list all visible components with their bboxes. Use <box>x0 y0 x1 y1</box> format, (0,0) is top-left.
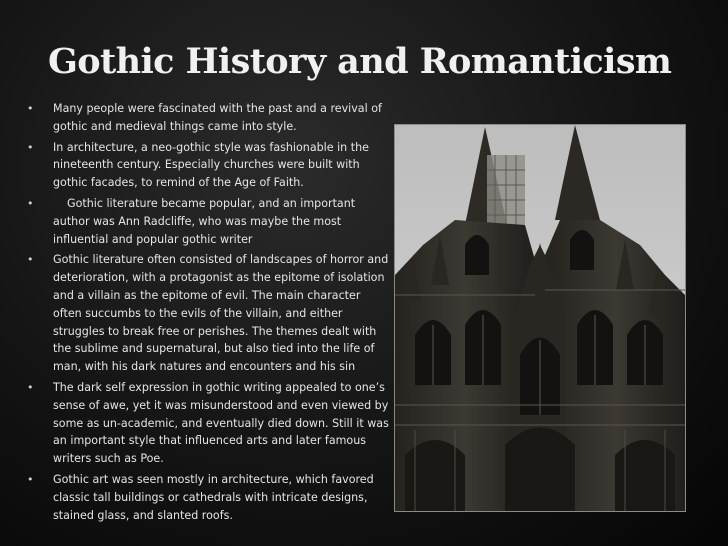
bullet-item <box>0 139 390 192</box>
cathedral-photo <box>394 124 686 512</box>
slide-title: Gothic History and Romanticism <box>48 41 672 82</box>
bullet-dot: • <box>27 140 34 154</box>
bullet-list <box>0 100 390 527</box>
bullet-item <box>0 379 390 468</box>
bullet-item <box>0 195 390 248</box>
bullet-dot: • <box>27 196 34 210</box>
bullet-text: In architecture, a neo-gothic style was fashionable in the nineteenth century. Especially churches were built with gothic facades, to remind of the Age of Faith. <box>53 140 369 190</box>
bullet-text: Gothic art was seen mostly in architecture, which favored classic tall buildings or cathedrals with intricate designs, stained glass, and slanted roofs. <box>53 472 374 522</box>
bullet-text: Gothic literature became popular, and an important author was Ann Radcliffe, who was maybe the most influential and popular gothic writer <box>53 196 356 246</box>
bullet-dot: • <box>27 472 34 486</box>
bullet-dot: • <box>27 380 34 394</box>
bullet-dot: • <box>27 253 34 267</box>
bullet-text: Gothic literature often consisted of landscapes of horror and deterioration, with a protagonist as the epitome of isolation and a villain as the epitome of evil. The main character often succumbs to the evils of the villain, and either struggles to break free or perishes. The themes dealt with the sublime and supernatural, but also tied into the life of man, with his dark natures and encounters and his sin <box>53 253 389 374</box>
bullet-text: Many people were fascinated with the past and a revival of gothic and medieval things came into style. <box>53 102 382 133</box>
bullet-item <box>0 471 390 524</box>
bullet-item <box>0 251 390 376</box>
bullet-dot: • <box>27 102 34 115</box>
bullet-text: The dark self expression in gothic writing appealed to one’s sense of awe, yet it was misunderstood and even viewed by some as un-academic, and eventually died down. Still it was an important style that influenced arts and later famous writers such as Poe. <box>53 380 389 466</box>
cathedral-illustration <box>395 125 685 511</box>
bullet-item <box>0 100 390 136</box>
